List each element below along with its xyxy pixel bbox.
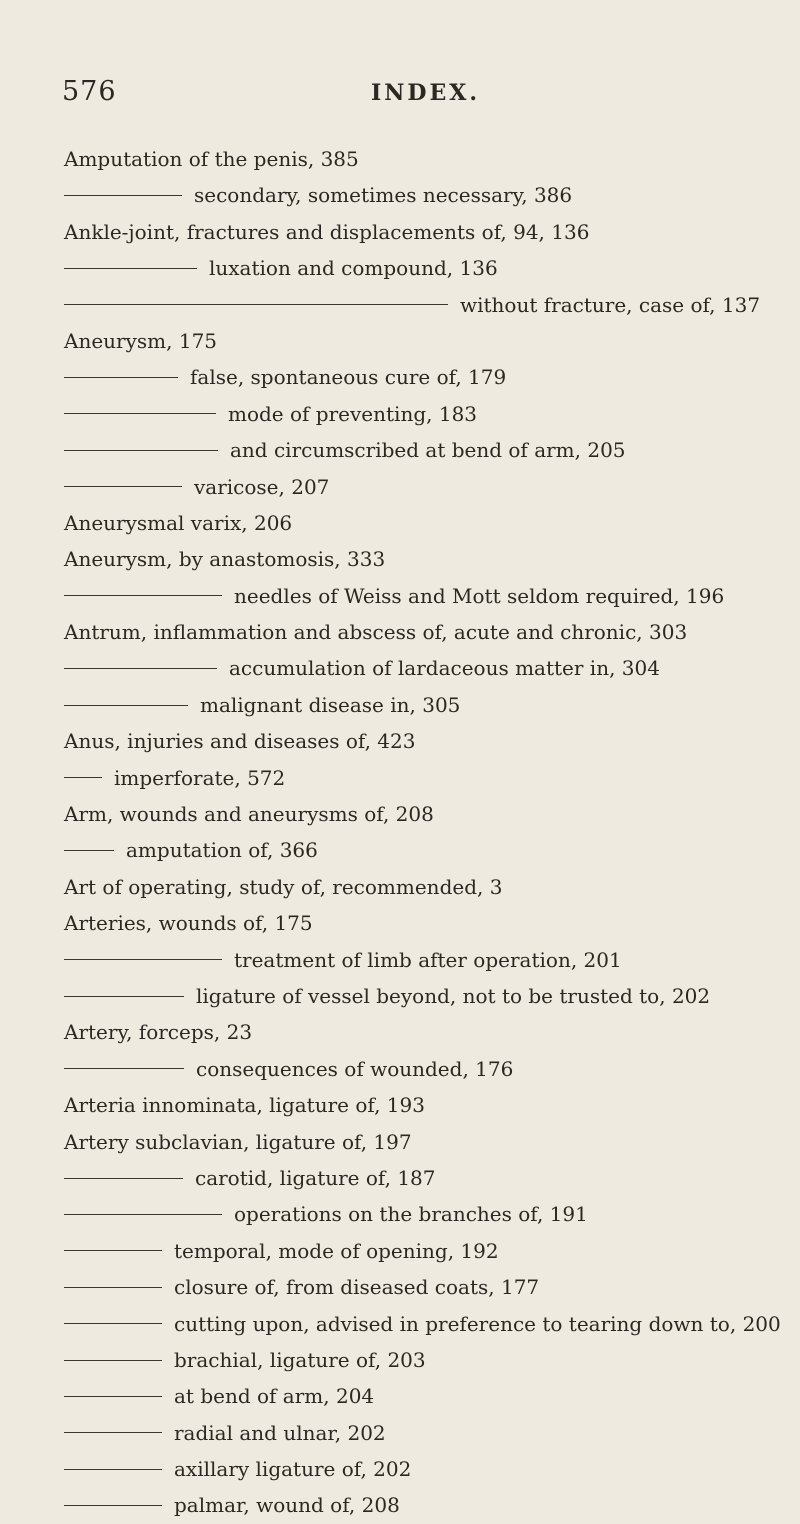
repeat-dash bbox=[64, 1432, 162, 1433]
repeat-dash bbox=[64, 1323, 162, 1324]
repeat-dash bbox=[64, 1214, 222, 1215]
repeat-dash bbox=[64, 1360, 162, 1361]
index-entry-text: secondary, sometimes necessary, 386 bbox=[194, 183, 573, 208]
index-entry-text: Artery, forceps, 23 bbox=[64, 1020, 253, 1045]
index-entry-text: Artery subclavian, ligature of, 197 bbox=[64, 1129, 412, 1154]
index-entry-text: accumulation of lardaceous matter in, 304 bbox=[229, 656, 660, 681]
index-entry bbox=[0, 1451, 800, 1487]
index-entry bbox=[0, 505, 800, 541]
index-entry-text: Anus, injuries and diseases of, 423 bbox=[64, 729, 416, 754]
index-entries bbox=[0, 141, 800, 1524]
index-entry bbox=[0, 796, 800, 832]
index-entry-text: varicose, 207 bbox=[194, 474, 330, 499]
index-entry bbox=[0, 723, 800, 759]
index-entry bbox=[0, 614, 800, 650]
index-entry-text: Antrum, inflammation and abscess of, acute and chronic, 303 bbox=[64, 620, 688, 645]
repeat-dash bbox=[64, 959, 222, 960]
index-entry-text: false, spontaneous cure of, 179 bbox=[190, 365, 507, 390]
index-entry-text: palmar, wound of, 208 bbox=[174, 1493, 400, 1518]
index-entry bbox=[0, 832, 800, 868]
index-entry-text: Aneurysm, by anastomosis, 333 bbox=[64, 547, 386, 572]
index-entry bbox=[0, 1233, 800, 1269]
index-entry-text: axillary ligature of, 202 bbox=[174, 1457, 412, 1482]
index-entry-text: ligature of vessel beyond, not to be trusted to, 202 bbox=[196, 983, 711, 1008]
index-entry bbox=[0, 541, 800, 577]
repeat-dash bbox=[64, 304, 448, 305]
index-entry bbox=[0, 1342, 800, 1378]
index-entry bbox=[0, 287, 800, 323]
index-entry-text: imperforate, 572 bbox=[114, 765, 286, 790]
index-entry bbox=[0, 432, 800, 468]
running-head: INDEX. bbox=[371, 80, 480, 106]
index-entry bbox=[0, 469, 800, 505]
repeat-dash bbox=[64, 1287, 162, 1288]
index-entry bbox=[0, 1196, 800, 1232]
index-entry-text: Arm, wounds and aneurysms of, 208 bbox=[64, 802, 434, 827]
index-entry bbox=[0, 1124, 800, 1160]
index-entry bbox=[0, 1269, 800, 1305]
index-entry bbox=[0, 869, 800, 905]
repeat-dash bbox=[64, 450, 218, 451]
index-entry-text: consequences of wounded, 176 bbox=[196, 1056, 514, 1081]
index-entry-text: amputation of, 366 bbox=[126, 838, 318, 863]
index-entry bbox=[0, 214, 800, 250]
index-entry-text: treatment of limb after operation, 201 bbox=[234, 947, 622, 972]
index-entry bbox=[0, 1160, 800, 1196]
repeat-dash bbox=[64, 486, 182, 487]
index-entry-text: Amputation of the penis, 385 bbox=[64, 147, 359, 171]
repeat-dash bbox=[64, 195, 182, 196]
index-entry bbox=[0, 177, 800, 213]
index-entry-text: Arteria innominata, ligature of, 193 bbox=[64, 1093, 425, 1118]
repeat-dash bbox=[64, 595, 222, 596]
repeat-dash bbox=[64, 705, 188, 706]
index-entry bbox=[0, 1014, 800, 1050]
index-entry bbox=[0, 396, 800, 432]
repeat-dash bbox=[64, 413, 216, 414]
index-entry-text: needles of Weiss and Mott seldom required, 196 bbox=[234, 583, 725, 608]
index-entry bbox=[0, 760, 800, 796]
index-entry-text: and circumscribed at bend of arm, 205 bbox=[230, 438, 626, 463]
index-entry bbox=[0, 650, 800, 686]
repeat-dash bbox=[64, 850, 114, 851]
index-entry-text: Aneurysmal varix, 206 bbox=[64, 510, 293, 535]
index-entry bbox=[0, 942, 800, 978]
repeat-dash bbox=[64, 1250, 162, 1251]
index-entry-text: radial and ulnar, 202 bbox=[174, 1420, 386, 1445]
index-entry bbox=[0, 250, 800, 286]
index-entry-text: at bend of arm, 204 bbox=[174, 1384, 375, 1409]
index-entry-text: brachial, ligature of, 203 bbox=[174, 1347, 426, 1372]
index-entry-text: malignant disease in, 305 bbox=[200, 692, 461, 717]
index-entry bbox=[0, 323, 800, 359]
index-entry-text: cutting upon, advised in preference to tearing down to, 200 bbox=[174, 1311, 781, 1336]
index-entry bbox=[0, 1487, 800, 1523]
repeat-dash bbox=[64, 777, 102, 778]
index-entry bbox=[0, 687, 800, 723]
index-entry bbox=[0, 141, 800, 177]
index-entry-text: closure of, from diseased coats, 177 bbox=[174, 1275, 540, 1300]
index-entry bbox=[0, 978, 800, 1014]
repeat-dash bbox=[64, 668, 217, 669]
index-entry bbox=[0, 1415, 800, 1451]
index-entry-text: temporal, mode of opening, 192 bbox=[174, 1238, 499, 1263]
repeat-dash bbox=[64, 1469, 162, 1470]
index-entry-text: luxation and compound, 136 bbox=[209, 256, 498, 281]
index-entry bbox=[0, 1087, 800, 1123]
index-entry bbox=[0, 578, 800, 614]
page-number: 576 bbox=[62, 76, 117, 107]
index-entry-text: without fracture, case of, 137 bbox=[460, 292, 761, 317]
index-entry-text: Ankle-joint, fractures and displacements of, 94, 136 bbox=[64, 219, 590, 244]
repeat-dash bbox=[64, 1068, 184, 1069]
index-entry-text: Aneurysm, 175 bbox=[64, 328, 218, 353]
repeat-dash bbox=[64, 1178, 183, 1179]
repeat-dash bbox=[64, 996, 184, 997]
index-entry-text: mode of preventing, 183 bbox=[228, 401, 478, 426]
index-entry-text: operations on the branches of, 191 bbox=[234, 1202, 588, 1227]
index-entry bbox=[0, 1306, 800, 1342]
index-entry-text: Arteries, wounds of, 175 bbox=[64, 911, 313, 936]
index-entry bbox=[0, 905, 800, 941]
index-entry bbox=[0, 359, 800, 395]
repeat-dash bbox=[64, 268, 197, 269]
index-entry bbox=[0, 1378, 800, 1414]
index-entry bbox=[0, 1051, 800, 1087]
index-entry-text: Art of operating, study of, recommended, 3 bbox=[64, 874, 503, 899]
repeat-dash bbox=[64, 1396, 162, 1397]
repeat-dash bbox=[64, 377, 178, 378]
repeat-dash bbox=[64, 1505, 162, 1506]
page-header bbox=[62, 76, 762, 116]
index-entry-text: carotid, ligature of, 187 bbox=[195, 1165, 436, 1190]
